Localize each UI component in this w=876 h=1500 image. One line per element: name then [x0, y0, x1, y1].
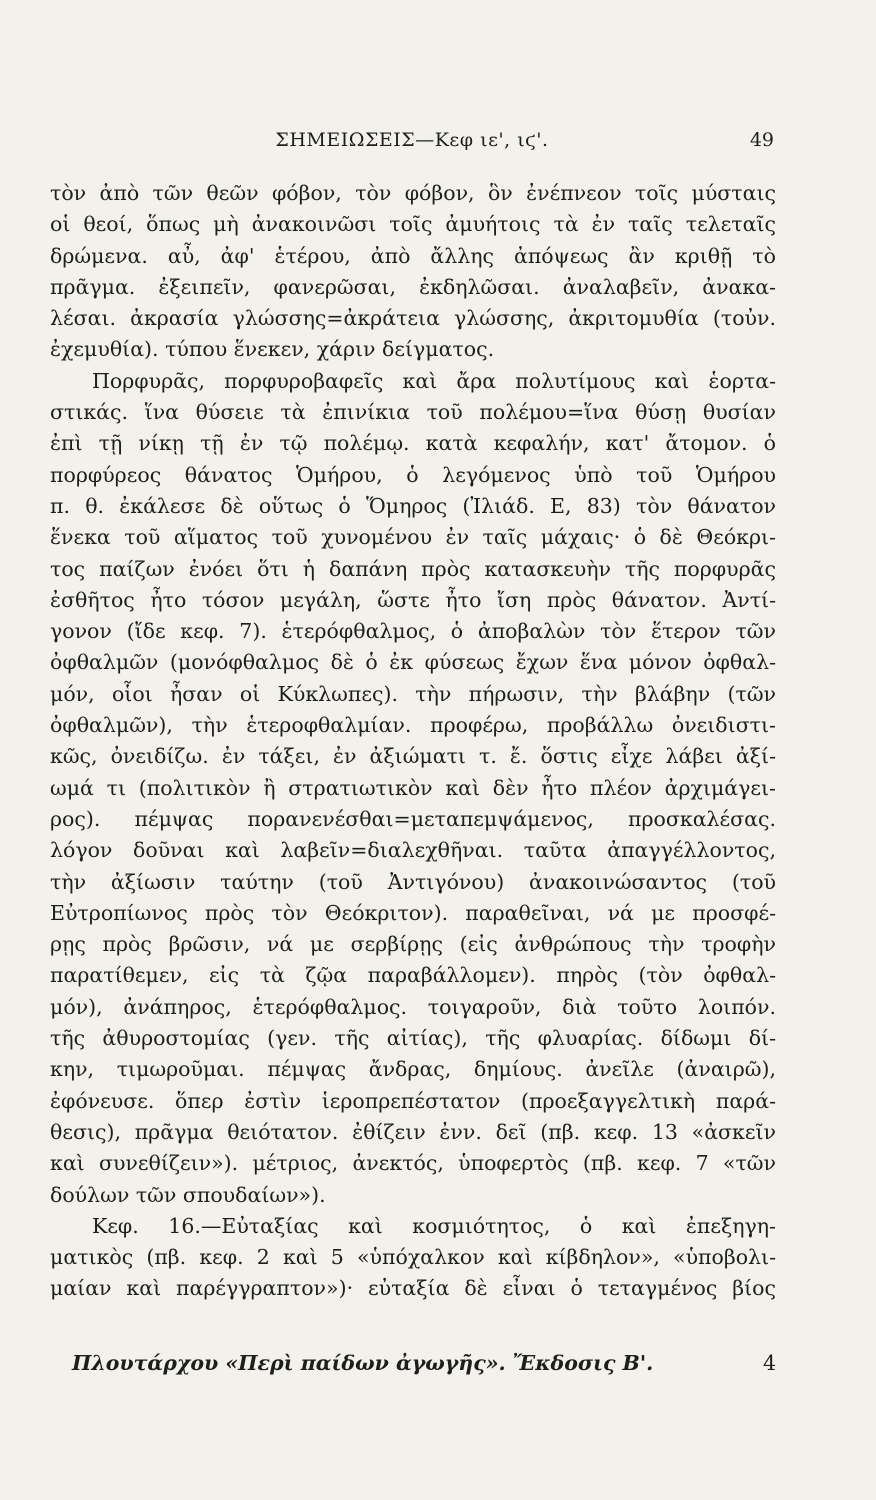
text-line: ωμά τι (πολιτικὸν ἢ στρατιωτικὸν καὶ δὲν ἦτο πλέον ἀρχιμάγει-	[50, 775, 776, 800]
text-line: καὶ συνεθίζειν»). μέτριος, ἀνεκτός, ὑποφερτὸς (πβ. κεφ. 7 «τῶν	[50, 1151, 776, 1176]
text-line: κην, τιμωροῦμαι. πέμψας ἄνδρας, δημίους. ἀνεῖλε (ἀναιρῶ),	[50, 1057, 776, 1082]
text-line: θεσις), πρᾶγμα θειότατον. ἐθίζειν ἐνν. δεῖ (πβ. κεφ. 13 «ἀσκεῖν	[50, 1119, 776, 1144]
text-line: στικάς. ἵνα θύσειε τὰ ἐπινίκια τοῦ πολέμου=ἵνα θύσῃ θυσίαν	[50, 400, 776, 425]
text-line: πορφύρεος θάνατος Ὁμήρου, ὁ λεγόμενος ὑπὸ τοῦ Ὁμήρου	[50, 462, 776, 487]
text-line: μόν, οἷοι ἦσαν οἱ Κύκλωπες). τὴν πήρωσιν, τὴν βλάβην (τῶν	[50, 681, 776, 706]
text-line: μαίαν καὶ παρέγγραπτον»)· εὐταξία δὲ εἶναι ὁ τεταγμένος βίος	[50, 1276, 776, 1301]
text-line: ἐχεμυθία). τύπου ἕνεκεν, χάριν δείγματος.	[50, 337, 495, 362]
text-line: Πορφυρᾶς, πορφυροβαφεῖς καὶ ἄρα πολυτίμους καὶ ἑορτα-	[92, 368, 776, 393]
text-line: π. θ. ἐκάλεσε δὲ οὕτως ὁ Ὅμηρος (Ἰλιάδ. Ε, 83) τὸν θάνατον	[50, 493, 776, 518]
text-line: ἐσθῆτος ἦτο τόσον μεγάλη, ὥστε ἦτο ἴση πρὸς θάνατον. Ἀντί-	[50, 587, 776, 612]
text-line: ὀφθαλμῶν (μονόφθαλμος δὲ ὁ ἐκ φύσεως ἔχων ἕνα μόνον ὀφθαλ-	[50, 650, 776, 675]
text-line: ρῃς πρὸς βρῶσιν, νά με σερβίρῃς (εἰς ἀνθρώπους τὴν τροφὴν	[50, 932, 776, 957]
text-line: τῆς ἀθυροστομίας (γεν. τῆς αἰτίας), τῆς φλυαρίας. δίδωμι δί-	[50, 1026, 776, 1051]
running-head: ΣΗΜΕΙΩΣΕΙΣ—Κεφ ιε', ιϛ'.	[275, 129, 549, 151]
text-line: τὸν ἀπὸ τῶν θεῶν φόβον, τὸν φόβον, ὃν ἐνέπνεον τοῖς μύσταις	[50, 181, 776, 205]
text-line: ἐφόνευσε. ὅπερ ἐστὶν ἱεροπρεπέστατον (προεξαγγελτικὴ παρά-	[50, 1088, 776, 1113]
text-line: λόγον δοῦναι καὶ λαβεῖν=διαλεχθῆναι. ταῦτα ἀπαγγέλλοντος,	[50, 838, 776, 863]
text-line: ἐπὶ τῇ νίκῃ τῇ ἐν τῷ πολέμῳ. κατὰ κεφαλήν, κατ' ἄτομον. ὁ	[50, 431, 776, 456]
text-line: κῶς, ὀνειδίζω. ἐν τάξει, ἐν ἀξιώματι τ. ἔ. ὅστις εἶχε λάβει ἀξί-	[50, 744, 776, 769]
text-line: οἱ θεοί, ὅπως μὴ ἀνακοινῶσι τοῖς ἀμυήτοις τὰ ἐν ταῖς τελεταῖς	[50, 212, 776, 237]
page-number: 49	[749, 129, 774, 151]
text-line: ματικὸς (πβ. κεφ. 2 καὶ 5 «ὑπόχαλκον καὶ κίβδηλον», «ὑποβολι-	[50, 1245, 776, 1270]
text-line: ἕνεκα τοῦ αἵματος τοῦ χυνομένου ἐν ταῖς μάχαις· ὁ δὲ Θεόκρι-	[50, 525, 776, 550]
text-line: παρατίθεμεν, εἰς τὰ ζῷα παραβάλλομεν). πηρὸς (τὸν ὀφθαλ-	[50, 963, 776, 988]
signature-mark: 4	[762, 1351, 776, 1375]
text-line: δρώμενα. αὖ, ἀφ' ἑτέρου, ἀπὸ ἄλλης ἀπόψεως ἂν κριθῇ τὸ	[50, 243, 776, 268]
text-line: τὴν ἀξίωσιν ταύτην (τοῦ Ἀντιγόνου) ἀνακοινώσαντος (τοῦ	[50, 869, 776, 894]
page-footer	[50, 1351, 776, 1383]
text-line: λέσαι. ἀκρασία γλώσσης=ἀκράτεια γλώσσης, ἀκριτομυθία (τοὐν.	[50, 306, 776, 331]
text-line: πρᾶγμα. ἐξειπεῖν, φανερῶσαι, ἐκδηλῶσαι. ἀναλαβεῖν, ἀνακα-	[50, 274, 776, 299]
page-header	[50, 129, 774, 159]
text-line: γονον (ἴδε κεφ. 7). ἑτερόφθαλμος, ὁ ἀποβαλὼν τὸν ἕτερον τῶν	[50, 619, 776, 644]
text-line: μόν), ἀνάπηρος, ἑτερόφθαλμος. τοιγαροῦν, διὰ τοῦτο λοιπόν.	[50, 994, 776, 1019]
text-line: ὀφθαλμῶν), τὴν ἑτεροφθαλμίαν. προφέρω, προβάλλω ὀνειδιστι-	[50, 713, 776, 738]
notes-text	[50, 178, 776, 1305]
text-line: Εὐτροπίωνος πρὸς τὸν Θεόκριτον). παραθεῖναι, νά με προσφέ-	[50, 900, 776, 925]
book-title: Πλουτάρχου «Περὶ παίδων ἀγωγῆς». Ἔκδοσις Β'.	[72, 1351, 654, 1375]
text-line: δούλων τῶν σπουδαίων»).	[50, 1182, 326, 1207]
chapter-heading-line: Κεφ. 16.—Εὐταξίας καὶ κοσμιότητος, ὁ καὶ ἐπεξηγη-	[92, 1213, 776, 1238]
text-line: τος παίζων ἐνόει ὅτι ἡ δαπάνη πρὸς κατασκευὴν τῆς πορφυρᾶς	[50, 556, 776, 581]
text-line: ρος). πέμψας πορανενέσθαι=μεταπεμψάμενος, προσκαλέσας.	[50, 806, 776, 831]
